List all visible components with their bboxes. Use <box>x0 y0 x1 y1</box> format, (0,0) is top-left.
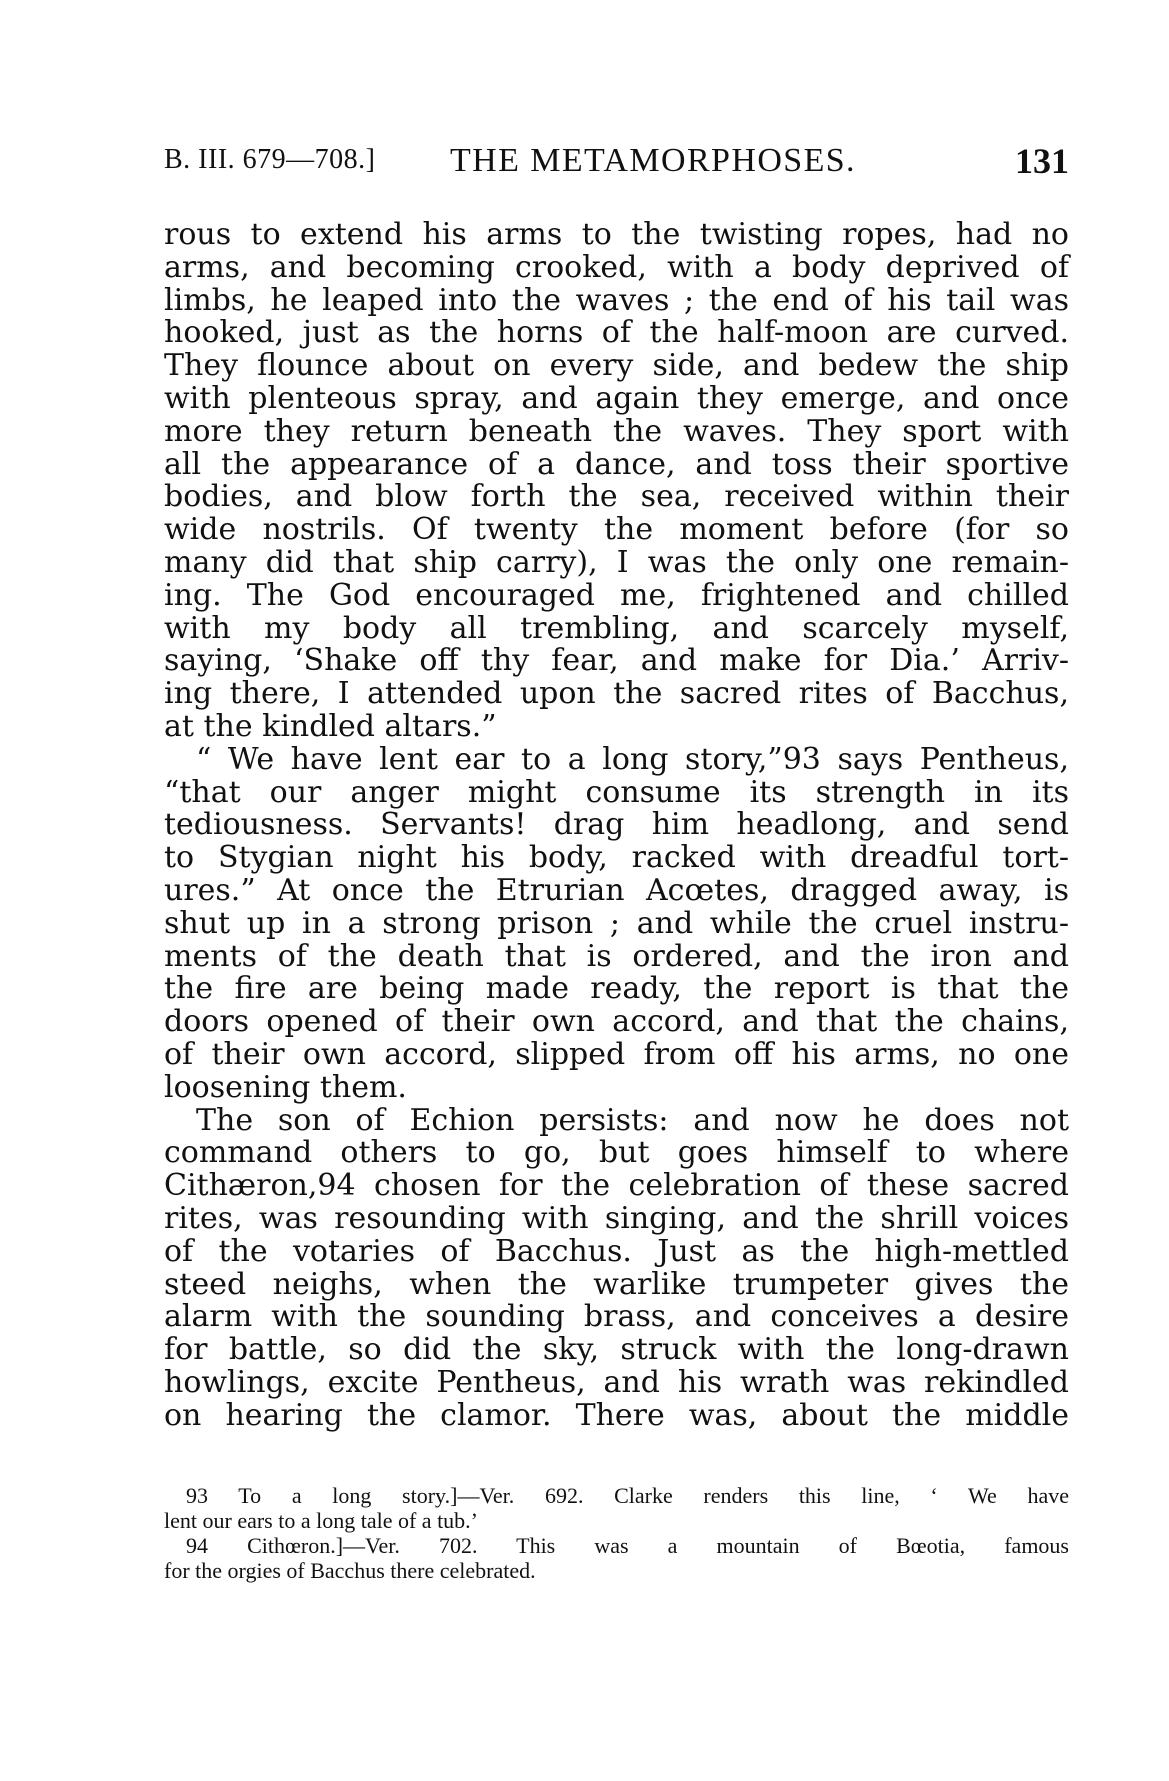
body-line: with my body all trembling, and scarcely myself, <box>164 610 1069 646</box>
body-line: doors opened of their own accord, and that the chains, <box>164 1004 1069 1040</box>
body-line: saying, ‘Shake off thy fear, and make for Dia.’ Arriv- <box>164 643 1069 679</box>
body-text <box>164 219 1069 1432</box>
body-line: They flounce about on every side, and bedew the ship <box>164 348 1069 384</box>
body-line: wide nostrils. Of twenty the moment before (for so <box>164 512 1069 548</box>
body-line: more they return beneath the waves. They sport with <box>164 413 1069 449</box>
body-line: loosening them. <box>164 1069 407 1105</box>
body-line: rites, was resounding with singing, and the shrill voices <box>164 1200 1069 1236</box>
body-line: of the votaries of Bacchus. Just as the high-mettled <box>164 1233 1069 1269</box>
body-line: at the kindled altars.” <box>164 708 497 744</box>
body-line: howlings, excite Pentheus, and his wrath was rekindled <box>164 1364 1069 1400</box>
footnote-line: for the orgies of Bacchus there celebrated. <box>164 1558 536 1583</box>
body-line: to Stygian night his body, racked with dreadful tort- <box>164 840 1069 876</box>
body-line: all the appearance of a dance, and toss their sportive <box>164 446 1069 482</box>
body-line: on hearing the clamor. There was, about the middle <box>164 1397 1069 1433</box>
footnotes <box>164 1483 1069 1583</box>
body-line: for battle, so did the sky, struck with the long-drawn <box>164 1332 1069 1368</box>
body-line: hooked, just as the horns of the half-moon are curved. <box>164 315 1069 351</box>
body-line: limbs, he leaped into the waves ; the end of his tail was <box>164 282 1069 318</box>
body-line: many did that ship carry), I was the only one remain- <box>164 544 1069 580</box>
body-line: Cithæron,94 chosen for the celebration of these sacred <box>164 1168 1069 1204</box>
running-header <box>164 138 1069 188</box>
header-title: THE METAMORPHOSES. <box>450 142 856 179</box>
footnote-line: lent our ears to a long tale of a tub.’ <box>164 1508 479 1533</box>
footnote-line: 93 To a long story.]—Ver. 692. Clarke renders this line, ‘ We have <box>186 1483 1069 1508</box>
footnote-line: 94 Cithœron.]—Ver. 702. This was a mountain of Bœotia, famous <box>186 1533 1069 1558</box>
body-line: with plenteous spray, and again they emerge, and once <box>164 380 1069 416</box>
body-line: arms, and becoming crooked, with a body deprived of <box>164 249 1069 285</box>
header-reference: B. III. 679—708.] <box>164 144 376 175</box>
body-line: tediousness. Servants! drag him headlong, and send <box>164 807 1069 843</box>
body-line: ments of the death that is ordered, and the iron and <box>164 938 1069 974</box>
page-number: 131 <box>1015 141 1069 181</box>
body-line: alarm with the sounding brass, and conceives a desire <box>164 1299 1069 1335</box>
body-line: ures.” At once the Etrurian Acœtes, dragged away, is <box>164 872 1069 908</box>
body-line: the fire are being made ready, the report is that the <box>164 971 1069 1007</box>
body-line: ing there, I attended upon the sacred rites of Bacchus, <box>164 676 1069 712</box>
body-line: rous to extend his arms to the twisting ropes, had no <box>164 217 1069 252</box>
body-line: command others to go, but goes himself to where <box>164 1135 1069 1171</box>
body-line: of their own accord, slipped from off his arms, no one <box>164 1036 1069 1072</box>
body-line: The son of Echion persists: and now he does not <box>196 1102 1069 1138</box>
body-line: “that our anger might consume its strength in its <box>164 774 1069 810</box>
body-line: shut up in a strong prison ; and while the cruel instru- <box>164 905 1069 941</box>
body-line: “ We have lent ear to a long story,”93 says Pentheus, <box>196 741 1069 777</box>
body-line: steed neighs, when the warlike trumpeter gives the <box>164 1266 1069 1302</box>
body-line: bodies, and blow forth the sea, received within their <box>164 479 1069 515</box>
body-line: ing. The God encouraged me, frightened and chilled <box>164 577 1069 613</box>
